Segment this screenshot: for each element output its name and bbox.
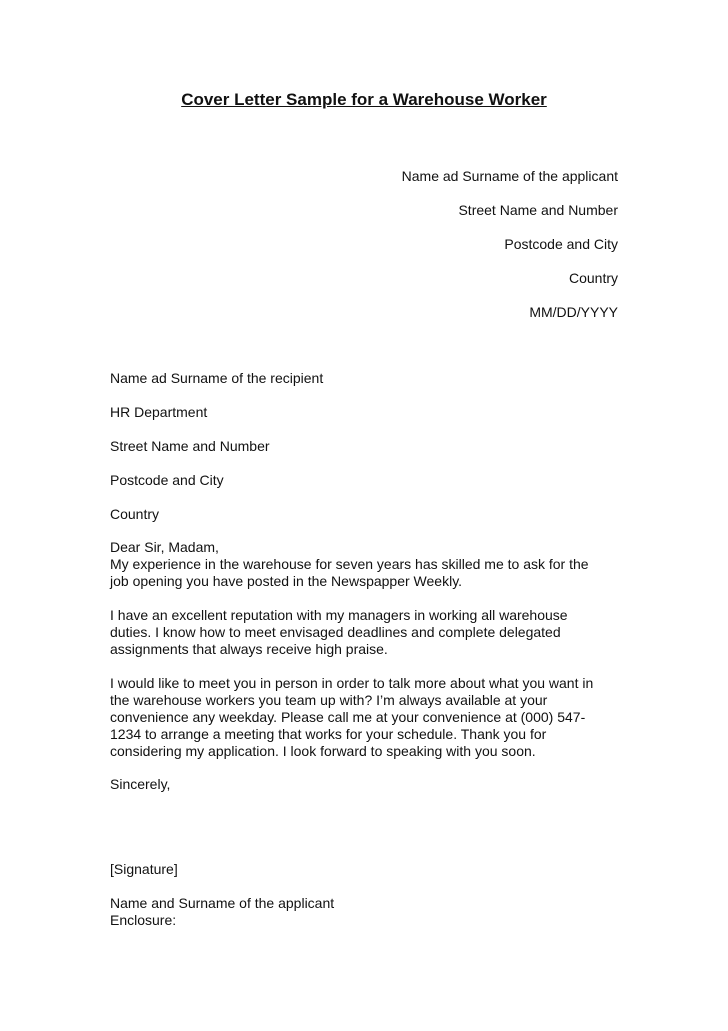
sender-street: Street Name and Number	[458, 202, 618, 218]
paragraph-line: duties. I know how to meet envisaged deadlines and complete delegated	[110, 624, 561, 640]
paragraph-line: assignments that always receive high praise.	[110, 641, 388, 657]
recipient-address-block	[110, 368, 323, 538]
paragraph-line: considering my application. I look forward to speaking with you soon.	[110, 743, 536, 759]
paragraph-line: job opening you have posted in the Newspapper Weekly.	[110, 573, 463, 589]
paragraph-line: My experience in the warehouse for seven years has skilled me to ask for the	[110, 556, 589, 572]
paragraph-experience	[110, 556, 625, 590]
paragraph-meeting-request	[110, 675, 625, 760]
paragraph-line: I would like to meet you in person in order to talk more about what you want in	[110, 675, 594, 691]
recipient-country: Country	[110, 506, 160, 522]
letter-date: MM/DD/YYYY	[529, 304, 618, 320]
paragraph-line: 1234 to arrange a meeting that works for your schedule. Thank you for	[110, 726, 547, 742]
recipient-street: Street Name and Number	[110, 438, 270, 454]
recipient-name: Name ad Surname of the recipient	[110, 370, 324, 386]
document-title: Cover Letter Sample for a Warehouse Worker	[181, 90, 547, 109]
salutation: Dear Sir, Madam,	[110, 539, 219, 555]
recipient-postcode-city: Postcode and City	[110, 472, 224, 488]
paragraph-line: I have an excellent reputation with my managers in working all warehouse	[110, 607, 568, 623]
signature-placeholder: [Signature]	[110, 861, 178, 877]
closing: Sincerely,	[110, 776, 171, 792]
paragraph-line: the warehouse workers you team up with? I’m always available at your	[110, 692, 548, 708]
signer-name: Name and Surname of the applicant	[110, 895, 335, 911]
paragraph-reputation	[110, 607, 625, 658]
sender-country: Country	[568, 270, 618, 286]
sender-address-block	[402, 166, 618, 336]
sender-postcode-city: Postcode and City	[504, 236, 618, 252]
paragraph-line: convenience any weekday. Please call me at your convenience at (000) 547-	[110, 709, 586, 725]
recipient-department: HR Department	[110, 404, 208, 420]
sender-name: Name ad Surname of the applicant	[401, 168, 618, 184]
enclosure-label: Enclosure:	[110, 912, 177, 928]
